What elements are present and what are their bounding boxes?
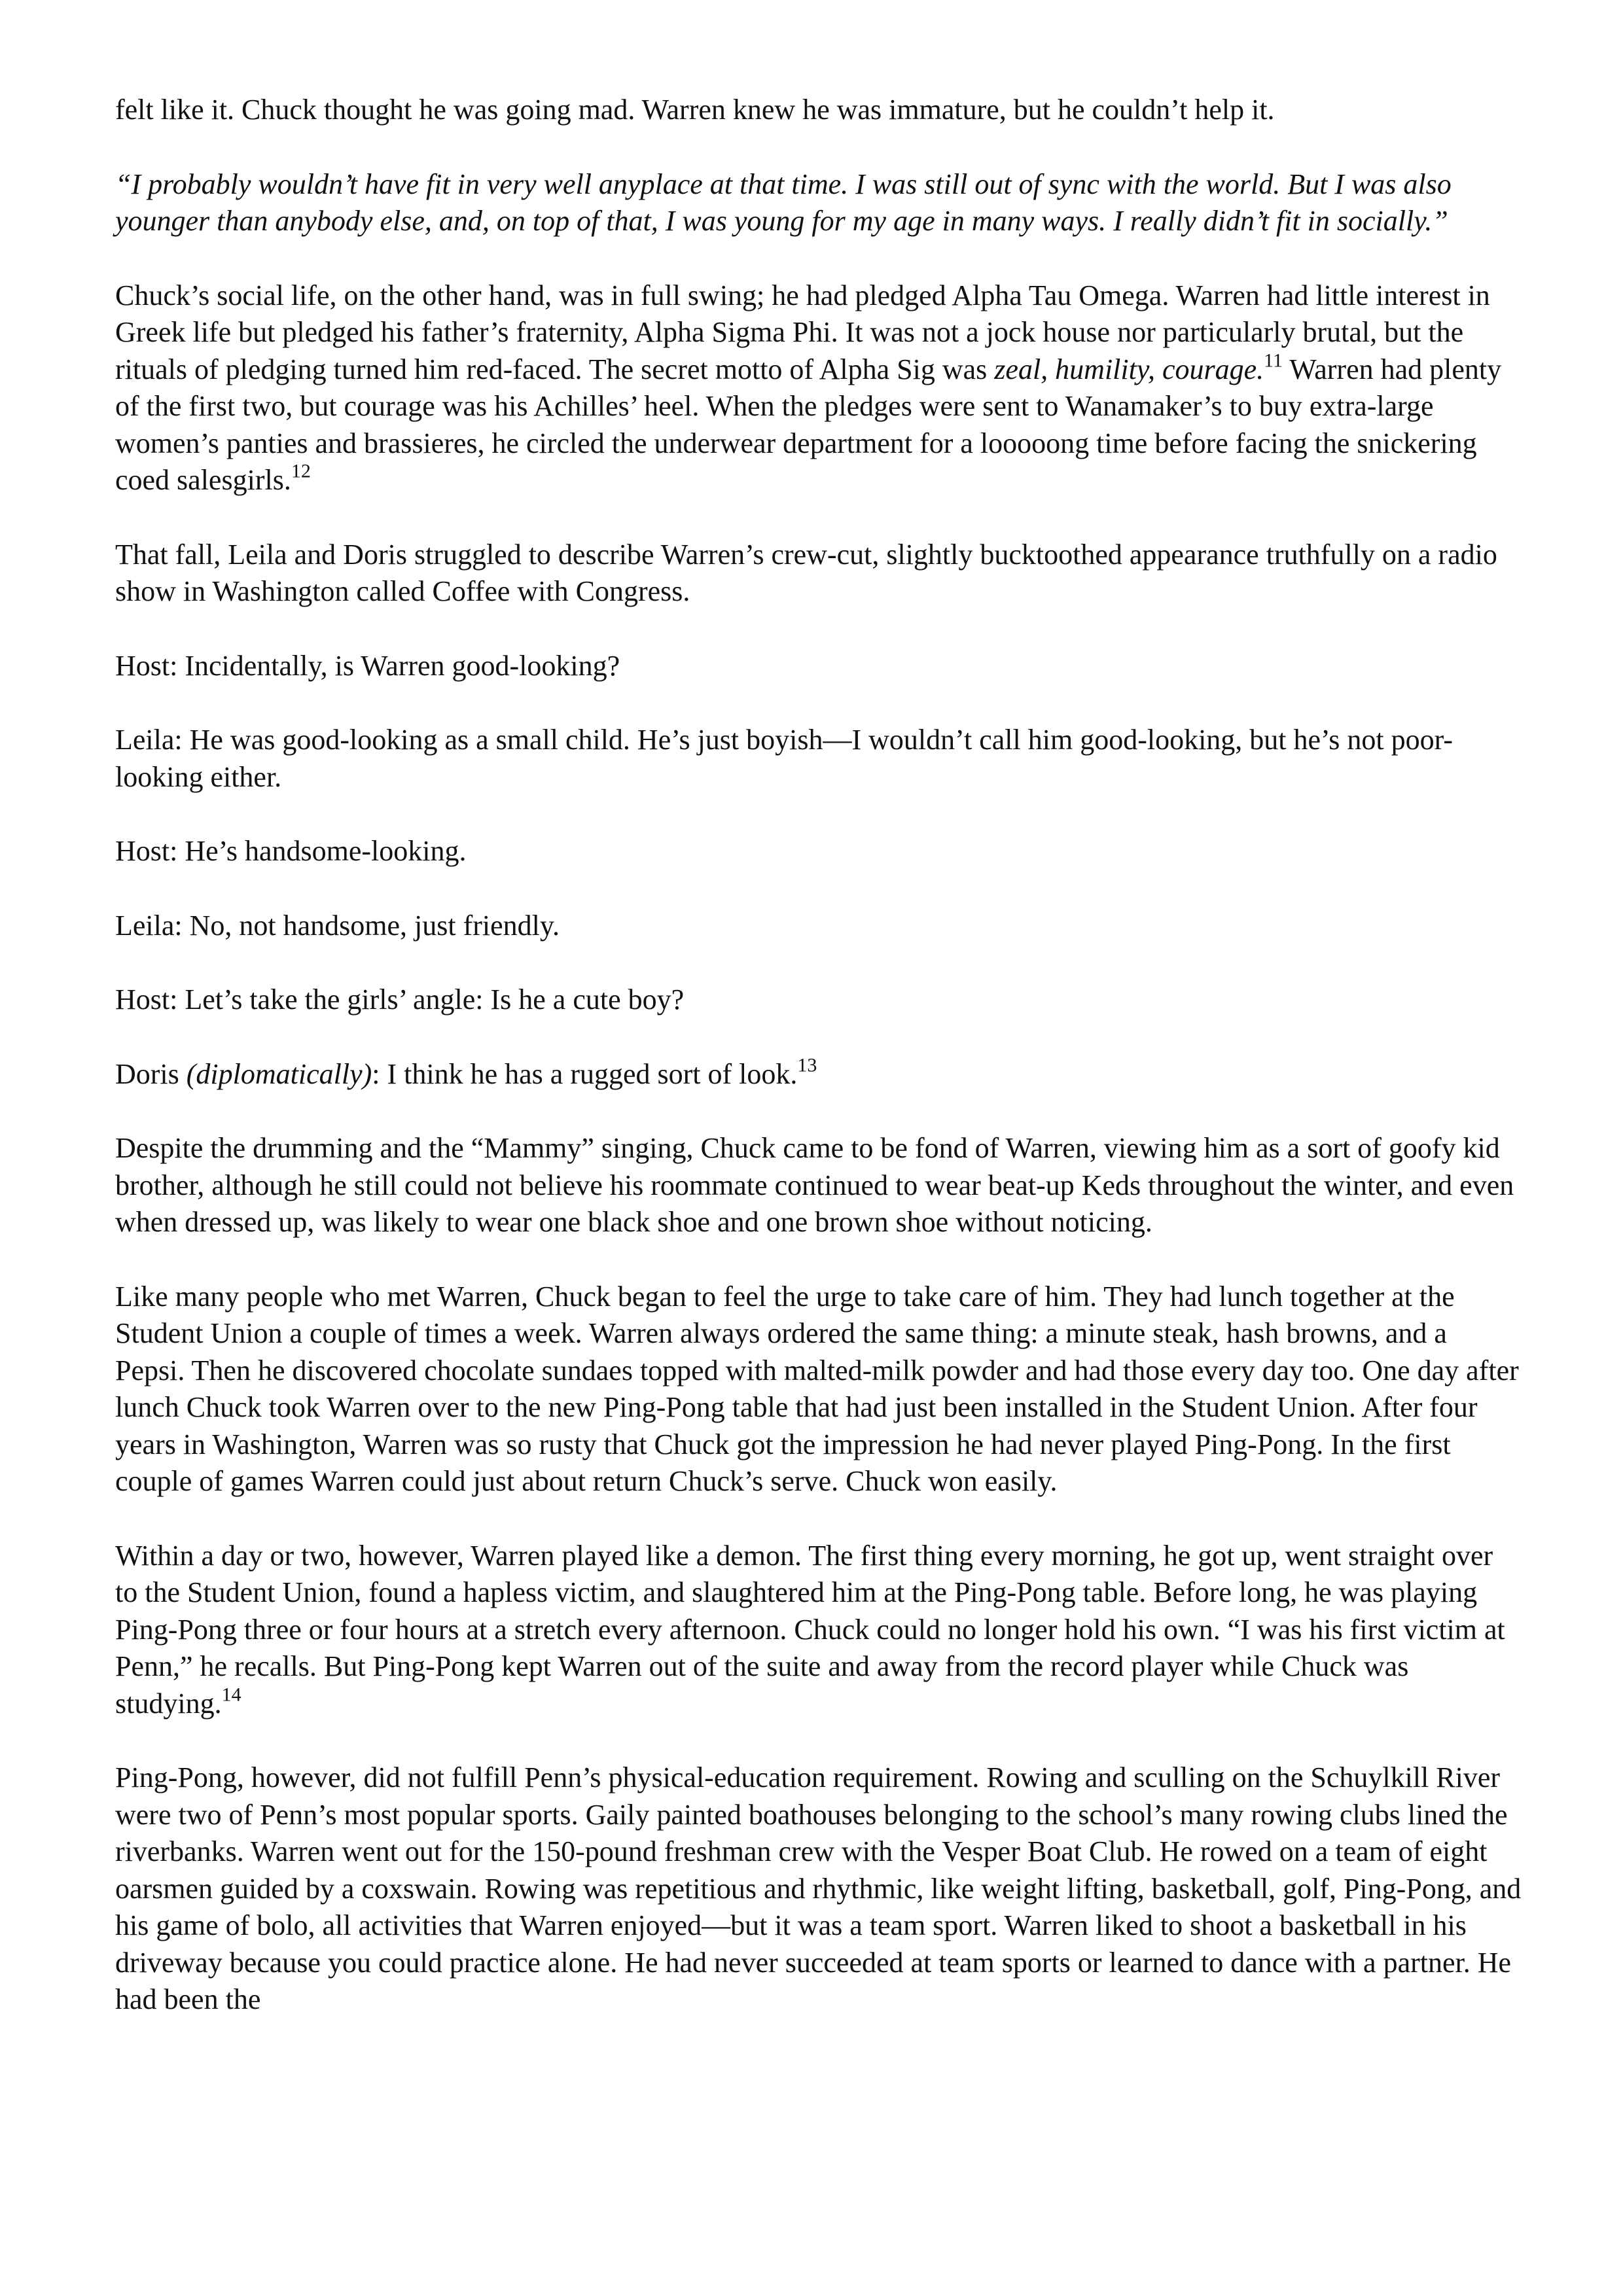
paragraph: felt like it. Chuck thought he was going mad. Warren knew he was immature, but he couldn’t help it. [115,94,1275,126]
footnote-ref: 13 [797,1053,817,1076]
paragraph [115,277,1522,499]
paragraph [115,1538,1522,1723]
paragraph: That fall, Leila and Doris struggled to describe Warren’s crew-cut, slightly bucktoothed appearance truthfully on a radio show in Washington called Coffee with Congress. [115,538,1497,607]
motto-text: zeal, humility, courage. [994,353,1264,385]
paragraph: Like many people who met Warren, Chuck began to feel the urge to take care of him. They had lunch together at the Student Union a couple of times a week. Warren always ordered the same thing: a minute steak, hash browns, and a Pepsi. Then he discovered chocolate sundaes topped with malted-milk powder and had those every day too. One day after lunch Chuck took Warren over to the new Ping-Pong table that had just been installed in the Student Union. After four years in Washington, Warren was so rusty that Chuck got the impression he had never played Ping-Pong. In the first couple of games Warren could just about return Chuck’s serve. Chuck won easily. [115,1280,1519,1497]
paragraph: Ping-Pong, however, did not fulfill Penn’s physical-education requirement. Rowing and sculling on the Schuylkill River were two of Penn’s most popular sports. Gaily painted boathouses belonging to the school’s many rowing clubs lined the riverbanks. Warren went out for the 150-pound freshman crew with the Vesper Boat Club. He rowed on a team of eight oarsmen guided by a coxswain. Rowing was repetitious and rhythmic, like weight lifting, basketball, golf, Ping-Pong, and his game of bolo, all activities that Warren enjoyed—but it was a team sport. Warren liked to shoot a basketball in his driveway because you could practice alone. He had never succeeded at team sports or learned to dance with a partner. He had been the [115,1761,1522,2015]
footnote-ref: 12 [291,460,311,482]
speaker-name: Doris [115,1057,187,1090]
page-body [115,92,1522,2019]
dialogue-line: Host: Incidentally, is Warren good-looking? [115,649,620,682]
paragraph-text: Chuck’s social life, on the other hand, was in full swing; he had pledged Alpha Tau Omega. Warren had little interest in Greek life but pledged his father’s fraternity, Alpha Sigma Phi. It was not a jock house nor particularly brutal, but the rituals of pledging turned him red-faced. The secret motto of Alpha Sig was [115,279,1490,385]
dialogue-line: Host: He’s handsome-looking. [115,835,467,867]
dialogue-text: : I think he has a rugged sort of look. [372,1057,798,1090]
footnote-ref: 14 [221,1683,241,1705]
paragraph-text: Within a day or two, however, Warren played like a demon. The first thing every morning, he got up, went straight over to the Student Union, found a hapless victim, and slaughtered him at the Ping-Pong table. Before long, he was playing Ping-Pong three or four hours at a stretch every afternoon. Chuck could no longer hold his own. “I was his first victim at Penn,” he recalls. But Ping-Pong kept Warren out of the suite and away from the record player while Chuck was studying. [115,1539,1505,1720]
dialogue-line: Leila: He was good-looking as a small child. He’s just boyish—I wouldn’t call him good-looking, but he’s not poor-looking either. [115,724,1454,793]
dialogue-line: Leila: No, not handsome, just friendly. [115,909,560,942]
dialogue-line [115,1053,1522,1093]
quote-paragraph [115,166,1522,240]
dialogue-line: Host: Let’s take the girls’ angle: Is he a cute boy? [115,983,685,1016]
quote-text: “I probably wouldn’t have fit in very well anyplace at that time. I was still out of sync with the world. But I was also younger than anybody else, and, on top of that, I was young for my age in many ways. I really didn’t fit in socially.” [115,168,1452,237]
footnote-ref: 11 [1264,349,1283,371]
stage-direction: (diplomatically) [186,1057,372,1090]
paragraph: Despite the drumming and the “Mammy” singing, Chuck came to be fond of Warren, viewing him as a sort of goofy kid brother, although he still could not believe his roommate continued to wear beat-up Keds throughout the winter, and even when dressed up, was likely to wear one black shoe and one brown shoe without noticing. [115,1132,1514,1238]
paragraph-text: Warren had plenty of the first two, but courage was his Achilles’ heel. When the pledges were sent to Wanamaker’s to buy extra-large women’s panties and brassieres, he circled the underwear department for a looooong time before facing the snickering coed salesgirls. [115,353,1502,496]
